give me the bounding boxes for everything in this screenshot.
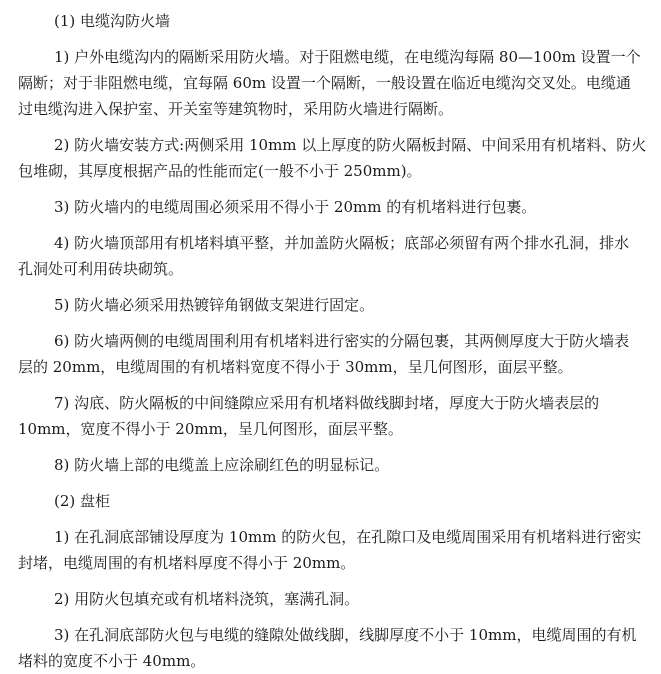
paragraph-line: 2) 用防火包填充或有机堵料浇筑，塞满孔洞。	[54, 590, 360, 608]
section-heading-cabinet: (2) 盘柜	[54, 492, 111, 510]
paragraph-line: 2) 防火墙安装方式:两侧采用 10mm 以上厚度的防火隔板封隔、中间采用有机堵料、防火	[54, 136, 647, 154]
paragraph-line: 包堆砌，其厚度根据产品的性能而定(一般不小于 250mm)。	[18, 162, 422, 180]
section-heading-cable-trench-firewall: (1) 电缆沟防火墙	[54, 12, 171, 30]
paragraph-line: 3) 在孔洞底部防火包与电缆的缝隙处做线脚，线脚厚度不小于 10mm，电缆周围的有机	[54, 626, 637, 644]
paragraph-line: 4) 防火墙顶部用有机堵料填平整，并加盖防火隔板；底部必须留有两个排水孔洞，排水	[54, 234, 630, 252]
paragraph-line: 层的 20mm，电缆周围的有机堵料宽度不得小于 30mm，呈几何图形，面层平整。	[18, 358, 573, 376]
paragraph-line: 7) 沟底、防火隔板的中间缝隙应采用有机堵料做线脚封堵，厚度大于防火墙表层的	[54, 394, 600, 412]
paragraph-line: 1) 户外电缆沟内的隔断采用防火墙。对于阻燃电缆，在电缆沟每隔 80—100m 设置一个	[54, 48, 641, 66]
paragraph-line: 3) 防火墙内的电缆周围必须采用不得小于 20mm 的有机堵料进行包裹。	[54, 198, 537, 216]
paragraph-line: 封堵，电缆周围的有机堵料厚度不得小于 20mm。	[18, 554, 356, 572]
paragraph-line: 1) 在孔洞底部铺设厚度为 10mm 的防火包，在孔隙口及电缆周围采用有机堵料进行密实	[54, 528, 642, 546]
paragraph-line: 堵料的宽度不小于 40mm。	[18, 652, 206, 670]
paragraph-line: 6) 防火墙两侧的电缆周围利用有机堵料进行密实的分隔包裹，其两侧厚度大于防火墙表	[54, 332, 630, 350]
paragraph-line: 8) 防火墙上部的电缆盖上应涂刷红色的明显标记。	[54, 456, 390, 474]
paragraph-line: 隔断；对于非阻燃电缆，宜每隔 60m 设置一个隔断，一般设置在临近电缆沟交叉处。电缆通	[18, 74, 631, 92]
paragraph-line: 10mm，宽度不得小于 20mm，呈几何图形，面层平整。	[18, 420, 403, 438]
paragraph-line: 孔洞处可利用砖块砌筑。	[18, 260, 184, 278]
paragraph-line: 过电缆沟进入保护室、开关室等建筑物时，采用防火墙进行隔断。	[18, 100, 454, 118]
paragraph-line: 5) 防火墙必须采用热镀锌角钢做支架进行固定。	[54, 296, 375, 314]
